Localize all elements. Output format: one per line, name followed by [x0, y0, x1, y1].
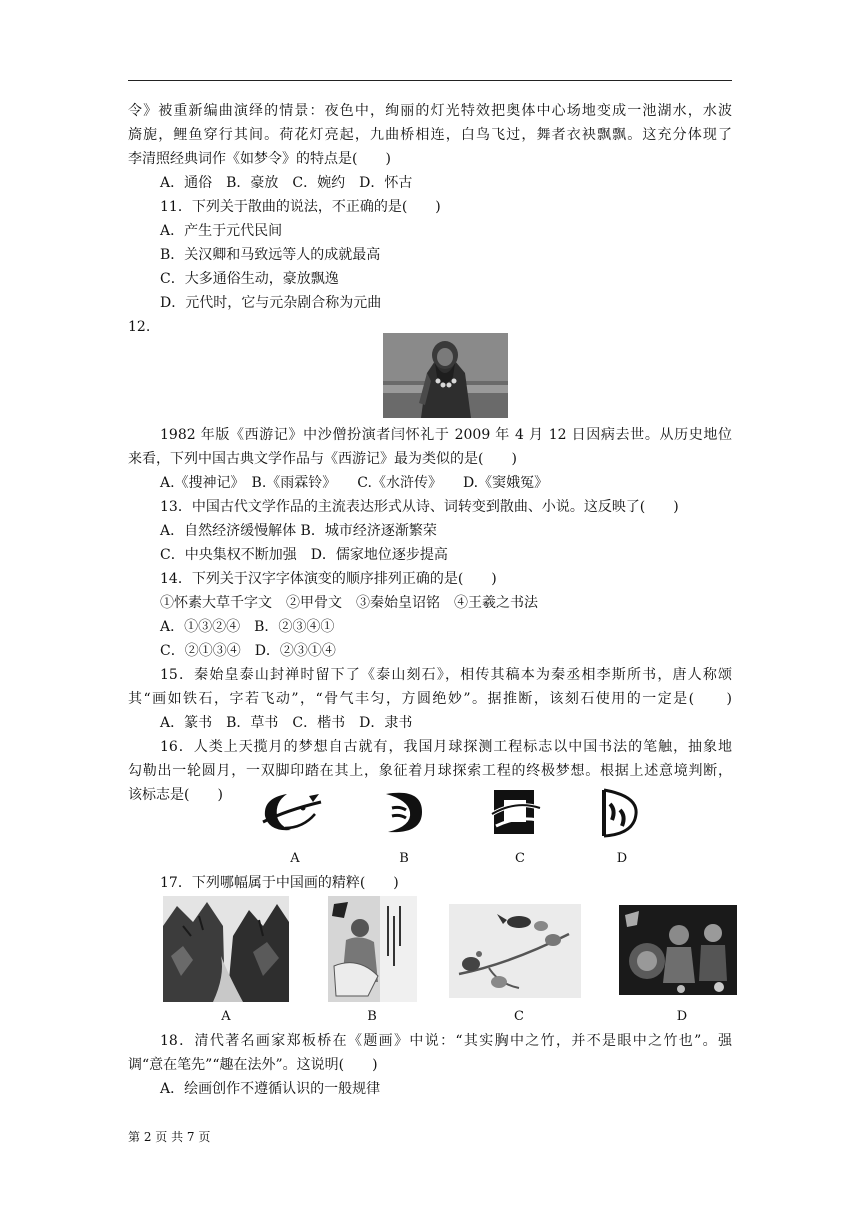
q14-stem: 14．下列关于汉字字体演变的顺序排列正确的是( ): [160, 571, 497, 587]
q10-options: A．通俗 B．豪放 C．婉约 D．怀古: [160, 175, 413, 191]
q12-stem-line-1: 1982 年版《西游记》中沙僧扮演者闫怀礼于 2009 年 4 月 12 日因病去世。从历史地位: [160, 427, 732, 443]
q16-stem-line-2: 勾勒出一轮圆月，一双脚印踏在其上，象征着月球探索工程的终极梦想。根据上述意境判断，: [128, 763, 732, 779]
painting-label-c: C: [514, 1009, 524, 1024]
q11-option-d: D．元代时，它与元杂剧合称为元曲: [160, 295, 382, 311]
painting-figure-b: [328, 896, 417, 1002]
q14-items: ①怀素大草千字文 ②甲骨文 ③秦始皇诏铭 ④王羲之书法: [160, 595, 538, 611]
page-footer: 第 2 页 共 7 页: [128, 1130, 211, 1144]
painting-label-b: B: [367, 1009, 377, 1024]
sha-seng-photo: [383, 333, 508, 418]
q17-stem: 17．下列哪幅属于中国画的精粹( ): [160, 875, 399, 891]
logo-label-a: A: [290, 851, 300, 866]
q10-text-line-1: 令》被重新编曲演绎的情景：夜色中，绚丽的灯光特效把奥体中心场地变成一池湖水，水波: [128, 103, 732, 119]
painting-birds-c: [449, 904, 581, 998]
q11-option-b: B．关汉卿和马致远等人的成就最高: [160, 247, 381, 263]
q12-options: A.《搜神记》 B.《雨霖铃》 C.《水浒传》 D.《窦娥冤》: [160, 475, 549, 491]
painting-landscape-a: [163, 896, 289, 1002]
q18-stem-line-1: 18．清代著名画家郑板桥在《题画》中说：“其实胸中之竹，并不是眼中之竹也”。强: [160, 1033, 732, 1049]
lunar-logo-b: [378, 788, 430, 838]
header-rule: [128, 80, 732, 81]
q13-options-ab: A．自然经济缓慢解体 B．城市经济逐渐繁荣: [160, 523, 437, 539]
q16-stem-line-1: 16．人类上天揽月的梦想自古就有，我国月球探测工程标志以中国书法的笔触，抽象地: [160, 739, 732, 755]
q13-stem: 13．中国古代文学作品的主流表达形式从诗、词转变到散曲、小说。这反映了( ): [160, 499, 679, 515]
q10-text-line-3: 李清照经典词作《如梦令》的特点是( ): [128, 151, 391, 167]
painting-folk-d: [619, 905, 737, 995]
lunar-logo-d: [596, 786, 640, 840]
q15-options: A．篆书 B．草书 C．楷书 D．隶书: [160, 715, 413, 731]
painting-label-d: D: [676, 1009, 688, 1024]
q16-stem-line-3: 该标志是( ): [128, 787, 223, 803]
q14-options-ab: A．①③②④ B．②③④①: [160, 619, 335, 635]
logo-label-c: C: [515, 851, 525, 866]
q11-stem: 11．下列关于散曲的说法，不正确的是( ): [160, 199, 441, 215]
q10-text-line-2: 旖旎，鲤鱼穿行其间。荷花灯亮起，九曲桥相连，白鸟飞过，舞者衣袂飘飘。这充分体现了: [128, 127, 732, 143]
logo-label-d: D: [616, 851, 628, 866]
lunar-logo-c: [490, 786, 542, 838]
q12-number: 12.: [128, 319, 151, 335]
logo-label-b: B: [399, 851, 409, 866]
painting-label-a: A: [221, 1009, 231, 1024]
q15-stem-line-1: 15．秦始皇泰山封禅时留下了《泰山刻石》，相传其稿本为秦丞相李斯所书，唐人称颂: [160, 667, 732, 683]
q18-option-a: A．绘画创作不遵循认识的一般规律: [160, 1081, 381, 1097]
q13-options-cd: C．中央集权不断加强 D．儒家地位逐步提高: [160, 547, 448, 563]
lunar-logo-a: [257, 788, 327, 838]
q12-stem-line-2: 来看，下列中国古典文学作品与《西游记》最为类似的是( ): [128, 451, 517, 467]
q11-option-a: A．产生于元代民间: [160, 223, 283, 239]
q14-options-cd: C．②①③④ D．②③①④: [160, 643, 336, 659]
q18-stem-line-2: 调“意在笔先”“趣在法外”。这说明( ): [128, 1057, 378, 1073]
q11-option-c: C．大多通俗生动，豪放飘逸: [160, 271, 339, 287]
q15-stem-line-2: 其“画如铁石，字若飞动”，“骨气丰匀，方圆绝妙”。据推断，该刻石使用的一定是( ): [128, 691, 732, 707]
